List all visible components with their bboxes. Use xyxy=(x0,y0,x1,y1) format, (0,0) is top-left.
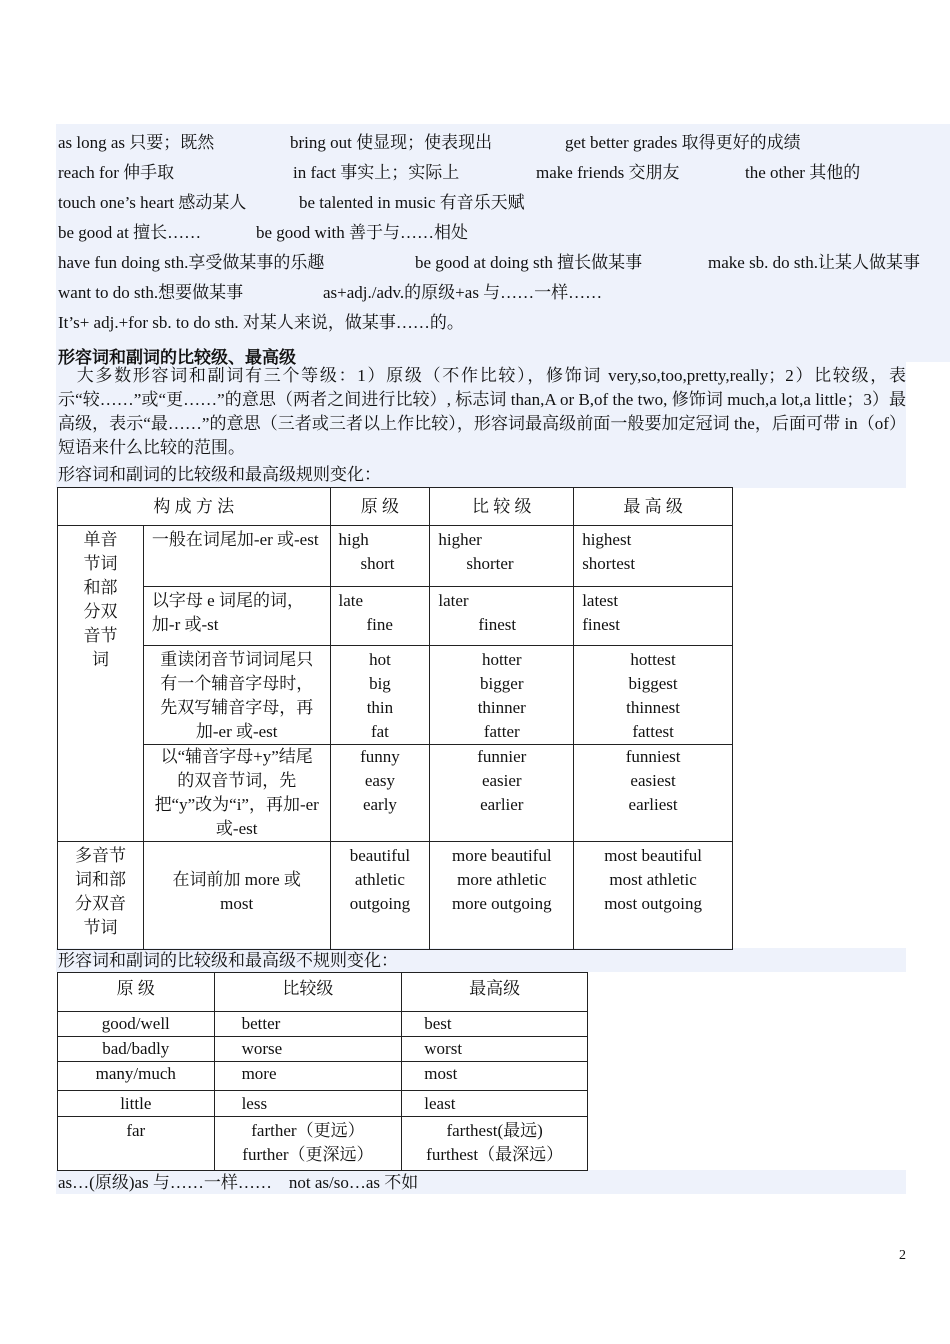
superlative-cell: worst xyxy=(402,1037,588,1062)
superlative-cell: best xyxy=(402,1012,588,1037)
word: finest xyxy=(582,615,620,634)
base-cell: little xyxy=(58,1091,215,1117)
comparative-cell xyxy=(430,587,574,646)
phrase: in fact 事实上；实际上 xyxy=(293,163,460,182)
phrase: It’s+ adj.+for sb. to do sth. 对某人来说，做某事……的。 xyxy=(58,313,464,332)
base-cell: good/well xyxy=(58,1012,215,1037)
phrase: touch one’s heart 感动某人 xyxy=(58,193,247,212)
word: thin xyxy=(366,698,394,717)
superlative-cell: most xyxy=(402,1062,588,1091)
intro-paragraph xyxy=(58,364,906,460)
word: more outgoing xyxy=(451,894,552,913)
base-cell: far xyxy=(58,1117,215,1171)
word: fattest xyxy=(632,722,674,741)
table-row xyxy=(58,1091,588,1117)
intro-paragraph-text: 大多数形容词和副词有三个等级：1）原级（不作比较），修饰词 very,so,too,pretty,really；2）比较级，表示“较……”或“更……”的意思（两者之间进行比较）, 标志词 than,A or B,of the two, 修饰词 much,a lot,a little；3）最高级，表示“最……”的意思（三者或三者以上作比较），形容词最高级前面一般要加定冠词 the，后面可带 in（of）短语来什么比较的范围。 xyxy=(58,366,906,457)
table-row xyxy=(58,1012,588,1037)
phrase: have fun doing sth.享受做某事的乐趣 xyxy=(58,253,325,272)
table-row xyxy=(58,1062,588,1091)
superlative-cell xyxy=(574,842,733,950)
header-comparative: 比 较 级 xyxy=(430,488,574,526)
word: funny xyxy=(360,747,400,766)
comparative-cell xyxy=(430,745,574,842)
comparative-cell xyxy=(430,526,574,587)
rule-cell: 以字母 e 词尾的词，加-r 或-st xyxy=(143,587,330,646)
word: funnier xyxy=(477,747,527,766)
word: beautiful xyxy=(349,846,411,865)
rule-cell: 在词前加 more 或 most xyxy=(143,842,330,950)
phrase: be good at 擅长…… xyxy=(58,223,202,242)
header-base: 原 级 xyxy=(330,488,430,526)
word: big xyxy=(369,674,391,693)
header-superlative: 最 高 级 xyxy=(574,488,733,526)
word: shorter xyxy=(466,554,514,573)
page-number: 2 xyxy=(899,1248,906,1263)
phrase: the other 其他的 xyxy=(745,163,861,182)
word: farther（更远） xyxy=(251,1121,365,1140)
as-as-note: as…(原级)as 与……一样…… not as/so…as 不如 xyxy=(58,1173,419,1192)
word: hottest xyxy=(630,650,676,669)
comparative-cell: better xyxy=(214,1012,402,1037)
word: early xyxy=(362,795,397,814)
word: furthest（最深远） xyxy=(426,1145,564,1164)
superlative-cell: least xyxy=(402,1091,588,1117)
word: earliest xyxy=(628,795,678,814)
word: more beautiful xyxy=(451,846,552,865)
phrase: as+adj./adv.的原级+as 与……一样…… xyxy=(323,283,603,302)
phrase: be good at doing sth 擅长做某事 xyxy=(415,253,643,272)
superlative-cell xyxy=(574,745,733,842)
rule-cell: 以“辅音字母+y”结尾的双音节词，先把“y”改为“i”，再加-er 或-est xyxy=(143,745,330,842)
word: most outgoing xyxy=(604,894,702,913)
word: thinnest xyxy=(626,698,681,717)
word: latest xyxy=(582,591,619,610)
word: funniest xyxy=(625,747,681,766)
word: easiest xyxy=(630,771,676,790)
superlative-cell xyxy=(574,587,733,646)
word: late xyxy=(338,591,364,610)
comparative-cell: worse xyxy=(214,1037,402,1062)
word: further（更深远） xyxy=(242,1145,374,1164)
header-method: 构 成 方 法 xyxy=(58,488,331,526)
word: biggest xyxy=(628,674,678,693)
word: bigger xyxy=(480,674,524,693)
word: more athletic xyxy=(457,870,547,889)
word: hot xyxy=(369,650,391,669)
irregular-header-superlative: 最高级 xyxy=(402,973,588,1012)
base-cell: many/much xyxy=(58,1062,215,1091)
word: later xyxy=(438,591,469,610)
comparative-cell: more xyxy=(214,1062,402,1091)
regular-table-label: 形容词和副词的比较级和最高级规则变化： xyxy=(58,465,381,484)
base-cell xyxy=(330,587,430,646)
phrase: want to do sth.想要做某事 xyxy=(58,283,244,302)
phrase: be talented in music 有音乐天赋 xyxy=(299,193,525,212)
table-row xyxy=(58,1117,588,1171)
word: fine xyxy=(366,615,393,634)
word: higher xyxy=(438,530,482,549)
word: fat xyxy=(370,722,389,741)
word: farthest(最远) xyxy=(446,1121,543,1140)
base-cell xyxy=(330,646,430,745)
regular-comparison-table xyxy=(57,487,733,950)
phrase: be good with 善于与……相处 xyxy=(256,223,469,242)
phrase: make friends 交朋友 xyxy=(536,163,680,182)
comparative-cell: less xyxy=(214,1091,402,1117)
rule-cell: 重读闭音节词词尾只有一个辅音字母时，先双写辅音字母，再加-er 或-est xyxy=(143,646,330,745)
word: easier xyxy=(481,771,522,790)
phrase: reach for 伸手取 xyxy=(58,163,175,182)
word: most athletic xyxy=(609,870,697,889)
word: finest xyxy=(478,615,517,634)
irregular-header-base: 原 级 xyxy=(58,973,215,1012)
word: highest xyxy=(582,530,632,549)
word: short xyxy=(360,554,395,573)
table-row xyxy=(58,1037,588,1062)
base-cell xyxy=(330,526,430,587)
word: fatter xyxy=(483,722,520,741)
group-polysyllable: 多音节词和部分双音节词 xyxy=(58,842,144,950)
section-heading: 形容词和副词的比较级、最高级 xyxy=(58,348,296,368)
irregular-comparison-table xyxy=(57,972,588,1171)
group-monosyllable: 单音节词和部分双音节词 xyxy=(58,526,144,842)
rule-cell: 一般在词尾加-er 或-est xyxy=(143,526,330,587)
base-cell xyxy=(330,745,430,842)
phrase: as long as 只要；既然 xyxy=(58,133,215,152)
word: earlier xyxy=(480,795,524,814)
word: athletic xyxy=(354,870,405,889)
comparative-cell xyxy=(430,646,574,745)
phrase: bring out 使显现；使表现出 xyxy=(290,133,493,152)
phrase: get better grades 取得更好的成绩 xyxy=(565,133,801,152)
irregular-table-label: 形容词和副词的比较级和最高级不规则变化： xyxy=(58,951,398,970)
superlative-cell xyxy=(574,646,733,745)
base-cell xyxy=(330,842,430,950)
comparative-cell xyxy=(214,1117,402,1171)
word: outgoing xyxy=(349,894,411,913)
superlative-cell xyxy=(402,1117,588,1171)
word: hotter xyxy=(481,650,522,669)
comparative-cell xyxy=(430,842,574,950)
word: shortest xyxy=(582,554,636,573)
word: most beautiful xyxy=(604,846,702,865)
irregular-header-comparative: 比较级 xyxy=(214,973,402,1012)
superlative-cell xyxy=(574,526,733,587)
word: thinner xyxy=(477,698,526,717)
base-cell: bad/badly xyxy=(58,1037,215,1062)
phrase: make sb. do sth.让某人做某事 xyxy=(708,253,921,272)
word: high xyxy=(338,530,369,549)
word: easy xyxy=(364,771,396,790)
